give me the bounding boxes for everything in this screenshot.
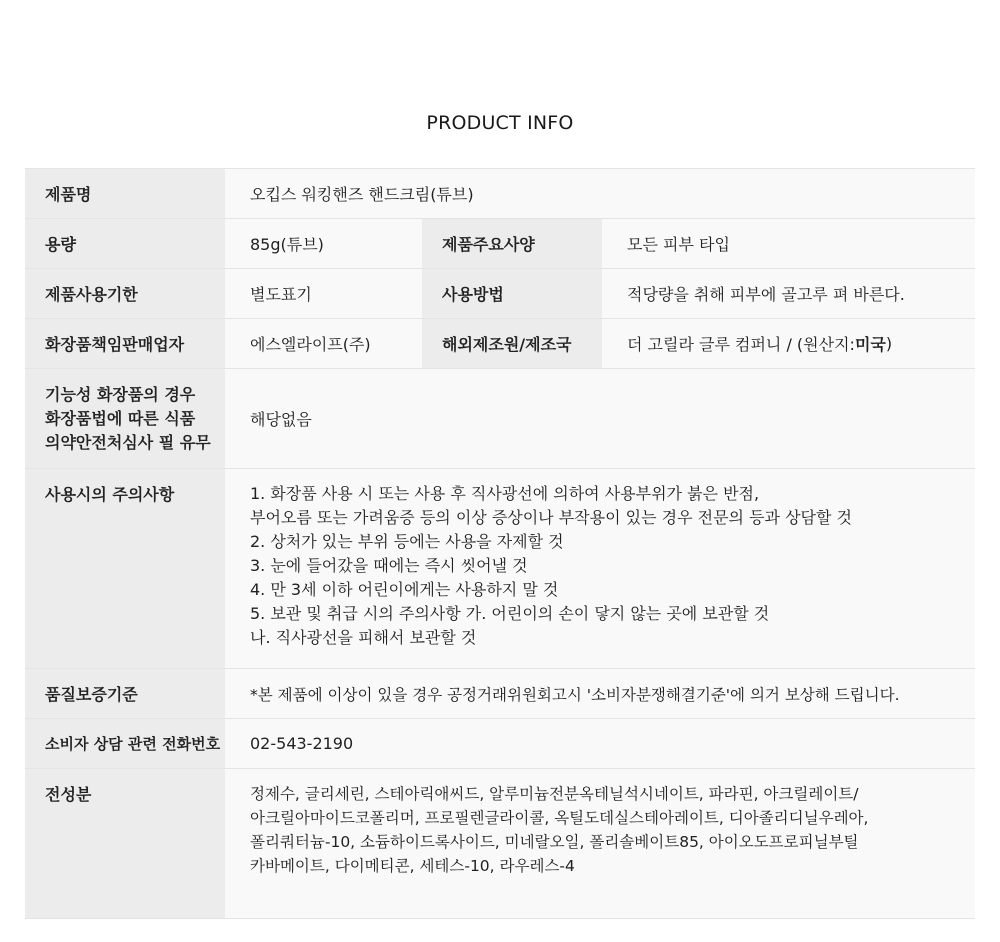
manufacturer-prefix: 더 고릴라 글루 컴퍼니 / (원산지: (627, 335, 855, 354)
label-product-name: 제품명 (25, 169, 225, 218)
label-functional-line: 화장품법에 따른 식품 (45, 408, 196, 428)
label-phone: 소비자 상담 관련 전화번호 (25, 719, 225, 768)
caution-line: 부어오름 또는 가려움증 등의 이상 증상이나 부작용이 있는 경우 전문의 등과 상담할 것 (250, 508, 852, 527)
row-seller (25, 319, 975, 369)
label-functional (25, 369, 225, 468)
row-caution (25, 469, 975, 669)
row-volume (25, 219, 975, 269)
label-seller: 화장품책임판매업자 (25, 319, 225, 368)
caution-line: 4. 만 3세 이하 어린이에게는 사용하지 말 것 (250, 580, 559, 599)
label-caution: 사용시의 주의사항 (25, 469, 225, 668)
page-title: PRODUCT INFO (426, 112, 574, 134)
ingredients-line: 정제수, 글리세린, 스테아릭애씨드, 알루미늄전분옥테닐석시네이트, 파라핀, 아크릴레이트/ (250, 785, 859, 803)
row-expiry (25, 269, 975, 319)
row-product-name (25, 169, 975, 219)
label-manufacturer: 해외제조원/제조국 (422, 319, 602, 368)
value-functional: 해당없음 (225, 369, 975, 468)
manufacturer-country: 미국 (854, 335, 886, 354)
label-functional-line: 의약안전처심사 필 유무 (45, 432, 211, 452)
row-ingredients (25, 769, 975, 919)
label-quality: 품질보증기준 (25, 669, 225, 718)
value-main-spec: 모든 피부 타입 (602, 219, 975, 268)
label-ingredients: 전성분 (25, 769, 225, 918)
row-quality (25, 669, 975, 719)
value-phone: 02-543-2190 (225, 719, 975, 768)
value-ingredients (225, 769, 975, 918)
caution-line: 5. 보관 및 취급 시의 주의사항 가. 어린이의 손이 닿지 않는 곳에 보관할 것 (250, 604, 770, 623)
value-volume: 85g(튜브) (225, 219, 422, 268)
value-seller: 에스엘라이프(주) (225, 319, 422, 368)
caution-line: 3. 눈에 들어갔을 때에는 즉시 씻어낼 것 (250, 556, 528, 575)
manufacturer-suffix: ) (885, 334, 893, 353)
caution-line: 2. 상처가 있는 부위 등에는 사용을 자제할 것 (250, 532, 564, 551)
value-manufacturer (602, 319, 975, 368)
caution-line: 1. 화장품 사용 시 또는 사용 후 직사광선에 의하여 사용부위가 붉은 반점, (250, 484, 760, 503)
label-functional-line: 기능성 화장품의 경우 (45, 384, 196, 404)
row-functional (25, 369, 975, 469)
caution-line: 나. 직사광선을 피해서 보관할 것 (250, 628, 477, 647)
value-product-name: 오킵스 워킹핸즈 핸드크림(튜브) (225, 169, 975, 218)
label-main-spec: 제품주요사양 (422, 219, 602, 268)
label-expiry: 제품사용기한 (25, 269, 225, 318)
row-phone (25, 719, 975, 769)
product-info-table (25, 168, 975, 919)
ingredients-line: 카바메이트, 다이메티콘, 세테스-10, 라우레스-4 (250, 857, 575, 875)
value-expiry: 별도표기 (225, 269, 422, 318)
value-usage: 적당량을 취해 피부에 골고루 펴 바른다. (602, 269, 975, 318)
value-quality: *본 제품에 이상이 있을 경우 공정거래위원회고시 '소비자분쟁해결기준'에 의거 보상해 드립니다. (225, 669, 975, 718)
label-usage: 사용방법 (422, 269, 602, 318)
label-volume: 용량 (25, 219, 225, 268)
ingredients-line: 폴리쿼터늄-10, 소듐하이드록사이드, 미네랄오일, 폴리솔베이트85, 아이오도프로피닐부틸 (250, 833, 859, 851)
value-caution (225, 469, 975, 668)
ingredients-line: 아크릴아마이드코폴리머, 프로필렌글라이콜, 옥틸도데실스테아레이트, 디아졸리디닐우레아, (250, 809, 869, 827)
